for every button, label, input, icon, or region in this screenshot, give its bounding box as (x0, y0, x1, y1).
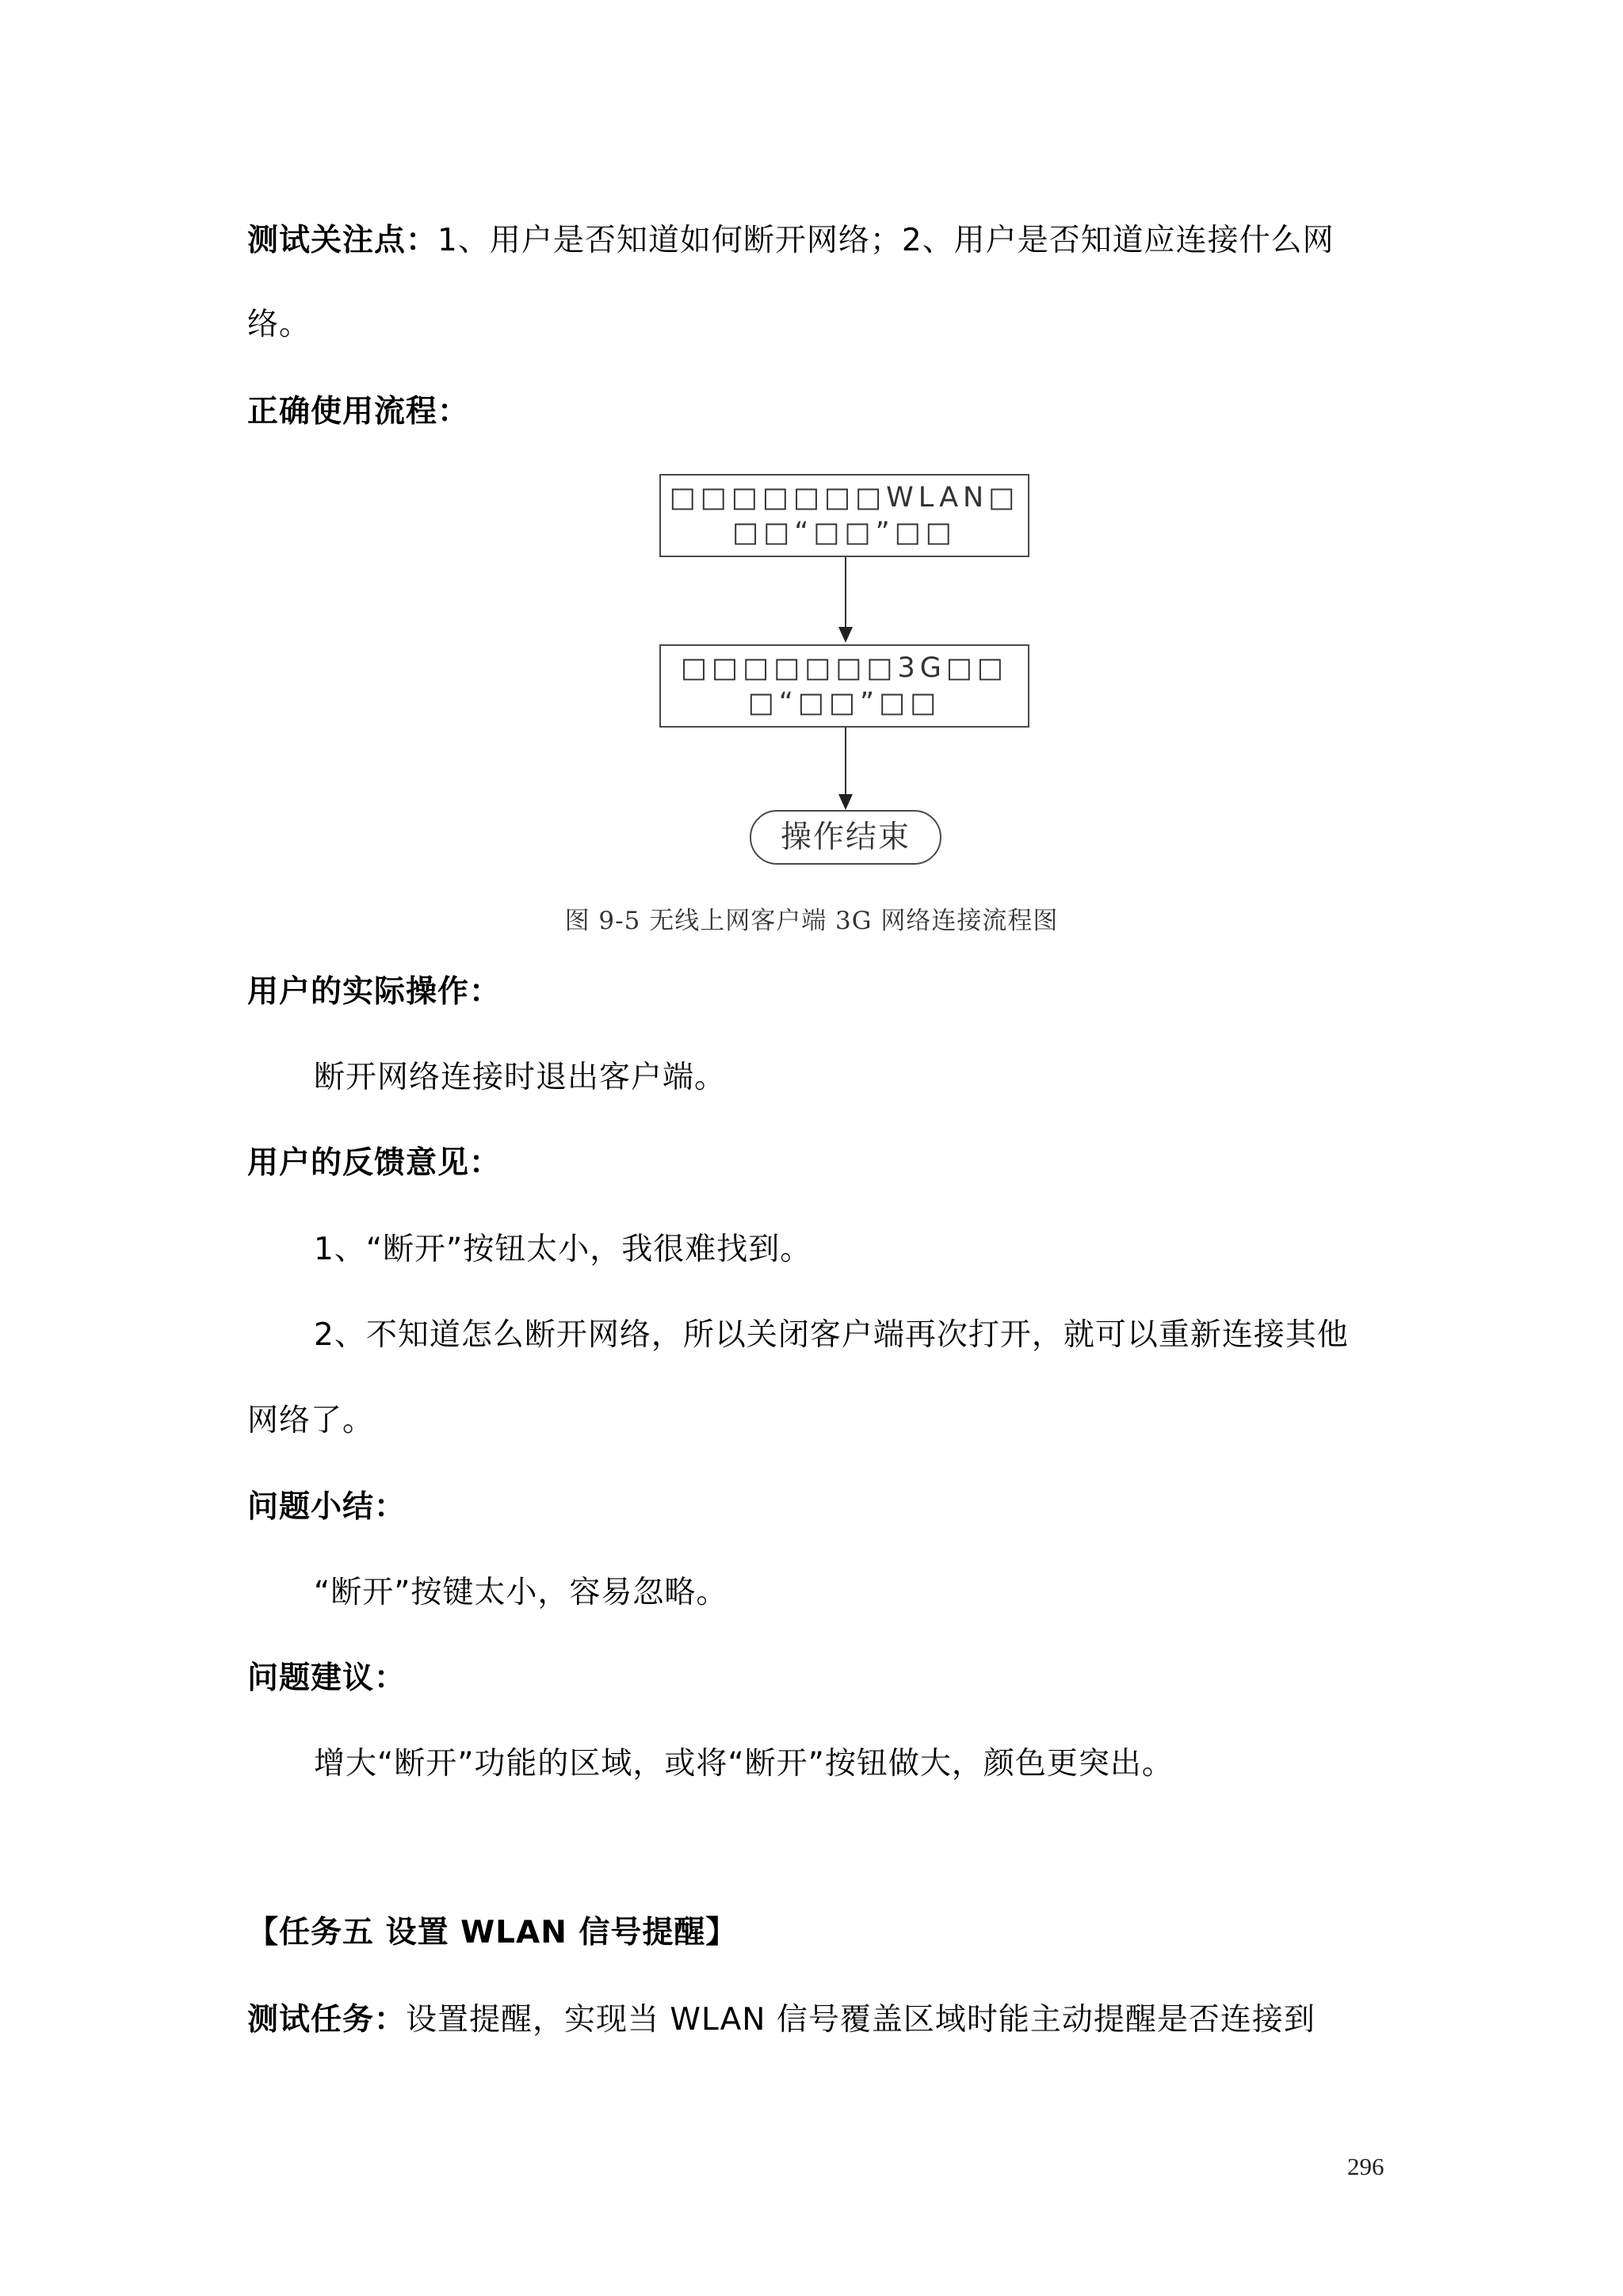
flowchart-terminal: 操作结束 (750, 810, 941, 865)
focus-paragraph-cont: 络。 (247, 307, 311, 342)
flowchart-connector-1 (834, 557, 857, 644)
task-heading: 【任务五 设置 WLAN 信号提醒】 (247, 1915, 738, 1950)
feedback-item-1: 1、“断开”按钮太小，我很难找到。 (314, 1232, 812, 1267)
actual-heading: 用户的实际操作： (247, 974, 502, 1010)
flowchart-box-wlan (659, 474, 1029, 557)
flow-heading: 正确使用流程： (247, 394, 470, 430)
flowchart-box-3g-line1: □□□□□□□3G□□ (680, 652, 1008, 684)
flowchart-box-wlan-line2: □□“□□”□□ (732, 517, 957, 548)
suggest-text: 增大“断开”功能的区域，或将“断开”按钮做大，颜色更突出。 (314, 1746, 1174, 1782)
task-label: 测试任务： (247, 2002, 407, 2038)
actual-text: 断开网络连接时退出客户端。 (314, 1060, 727, 1095)
task-paragraph (247, 2000, 1388, 2040)
feedback-heading: 用户的反馈意见： (247, 1145, 502, 1181)
feedback-item-2: 2、不知道怎么断开网络，所以关闭客户端再次打开，就可以重新连接其他 (314, 1317, 1349, 1353)
focus-label: 测试关注点： (247, 223, 438, 258)
flowchart-box-wlan-line1: □□□□□□□WLAN□ (669, 482, 1020, 514)
page-number: 296 (1347, 2153, 1384, 2180)
feedback-item-2-cont: 网络了。 (247, 1403, 375, 1438)
summary-heading: 问题小结： (247, 1489, 407, 1525)
flowchart-connector-2 (834, 728, 857, 812)
flowchart-box-3g (659, 644, 1029, 728)
focus-paragraph (247, 221, 1388, 261)
summary-text: “断开”按键太小，容易忽略。 (314, 1575, 728, 1610)
focus-text: 1、用户是否知道如何断开网络；2、用户是否知道应连接什么网 (437, 223, 1335, 258)
suggest-heading: 问题建议： (247, 1660, 407, 1696)
figure-caption: 图 9-5 无线上网客户端 3G 网络连接流程图 (564, 907, 1059, 935)
task-text: 设置提醒，实现当 WLAN 信号覆盖区域时能主动提醒是否连接到 (406, 2002, 1316, 2038)
flowchart-box-3g-line2: □“□□”□□ (747, 687, 941, 719)
